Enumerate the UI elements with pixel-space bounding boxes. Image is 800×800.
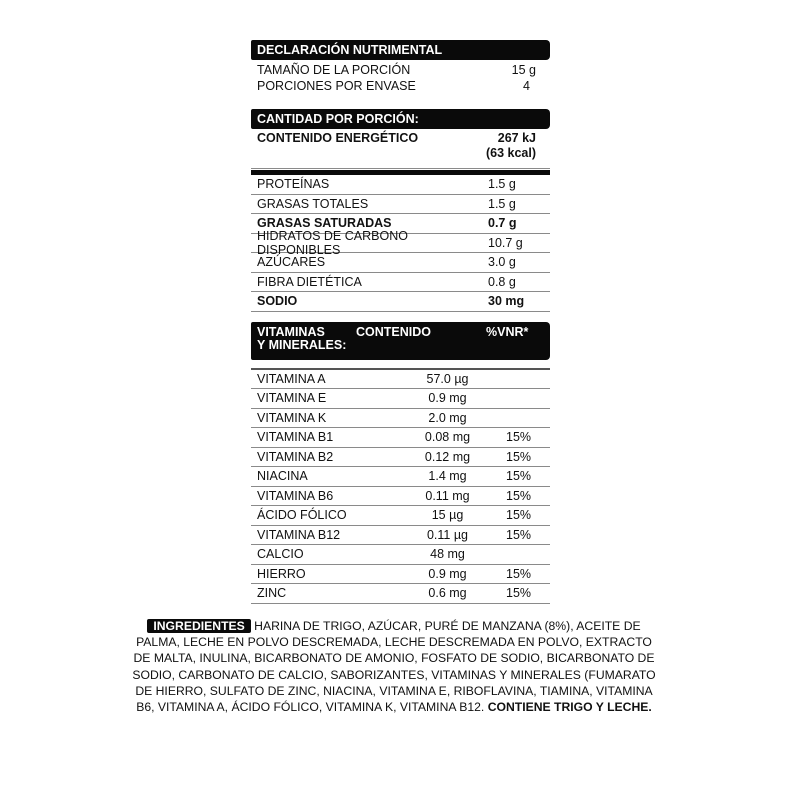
nutrient-list	[251, 175, 550, 312]
vitamins-title-line2: Y MINERALES:	[257, 337, 347, 352]
nutrient-value: 0.7 g	[488, 216, 517, 231]
serving-size-row	[251, 62, 550, 78]
nutrient-row	[251, 253, 550, 273]
portions-row	[251, 78, 550, 94]
vitamin-content: 1.4 mg	[428, 469, 467, 484]
vitamin-content: 0.11 mg	[425, 488, 470, 503]
ingredients-label: INGREDIENTES	[147, 619, 250, 633]
vitamin-row	[251, 467, 550, 487]
nutrition-declaration-header	[251, 40, 550, 60]
vitamin-list	[251, 370, 550, 604]
vitamin-row	[251, 565, 550, 585]
serving-size-value: 15 g	[511, 63, 536, 77]
nutrient-name: GRASAS SATURADAS	[257, 216, 392, 231]
nutrient-value: 3.0 g	[488, 255, 516, 270]
portions-label: PORCIONES POR ENVASE	[257, 79, 416, 93]
vitamin-content: 0.9 mg	[428, 391, 467, 406]
vitamin-row	[251, 584, 550, 604]
nutrient-name: AZÚCARES	[257, 255, 326, 270]
vitamin-content: 0.11 µg	[426, 527, 469, 542]
vitamin-vnr: 15%	[506, 430, 532, 445]
nutrient-value: 1.5 g	[488, 177, 516, 192]
vitamin-name: VITAMINA B2	[257, 449, 334, 464]
vitamin-content: 0.12 mg	[424, 449, 471, 464]
vitamin-row	[251, 526, 550, 546]
nutrition-declaration-title: DECLARACIÓN NUTRIMENTAL	[257, 43, 443, 57]
energy-row	[251, 129, 550, 169]
vitamins-title-line1: VITAMINAS	[257, 324, 325, 339]
vitamin-vnr: 15%	[506, 488, 532, 503]
vitamin-name: VITAMINA B1	[257, 430, 334, 445]
nutrient-value: 30 mg	[488, 294, 525, 309]
energy-kj: 267 kJ	[497, 131, 536, 145]
nutrient-name: PROTEÍNAS	[257, 177, 330, 192]
vitamins-header	[251, 322, 550, 360]
nutrient-value: 1.5 g	[488, 196, 516, 211]
nutrient-value: 10.7 g	[488, 235, 523, 250]
energy-label: CONTENIDO ENERGÉTICO	[257, 131, 419, 145]
ingredients-block	[128, 618, 660, 715]
vitamin-name: VITAMINA E	[257, 391, 327, 406]
vitamin-name: ZINC	[257, 586, 287, 601]
vitamin-content: 0.08 mg	[424, 430, 471, 445]
nutrient-name: GRASAS TOTALES	[257, 196, 369, 211]
ingredients-text: HARINA DE TRIGO, AZÚCAR, PURÉ DE MANZANA (8%), ACEITE DE PALMA, LECHE EN POLVO DESCREMADA, LECHE DESCREMADA EN POLVO, EXTRACTO DE MALTA, INULINA, BICARBONATO DE AMONIO, FOSFATO DE SODIO, BICARBONATO DE SODIO, CARBONATO DE CALCIO, SABORIZANTES, VITAMINAS Y MINERALES (FUMARATO DE HIERRO, SULFATO DE ZINC, NIACINA, VITAMINA E, RIBOFLAVINA, TIAMINA, VITAMINA B6, VITAMINA A, ÁCIDO FÓLICO, VITAMINA K, VITAMINA B12.	[132, 619, 656, 715]
vitamin-name: VITAMINA B12	[257, 527, 341, 542]
nutrient-row	[251, 228, 550, 257]
vitamin-name: CALCIO	[257, 547, 304, 562]
vitamin-name: VITAMINA K	[257, 410, 327, 425]
vitamin-vnr: 15%	[506, 449, 532, 464]
vitamin-name: VITAMINA A	[257, 371, 326, 386]
vitamin-name: HIERRO	[257, 566, 306, 581]
nutrient-value: 0.8 g	[488, 274, 516, 289]
vitamin-row	[251, 389, 550, 409]
nutrient-row	[251, 273, 550, 293]
nutrient-name: SODIO	[257, 294, 298, 309]
per-serving-header	[251, 109, 550, 129]
vitamin-content: 0.9 mg	[428, 566, 467, 581]
serving-size-label: TAMAÑO DE LA PORCIÓN	[257, 63, 411, 77]
nutrient-row	[251, 175, 550, 195]
vitamin-vnr: 15%	[506, 586, 532, 601]
nutrition-facts-panel	[251, 40, 550, 604]
vitamin-content: 2.0 mg	[428, 410, 467, 425]
vitamin-row	[251, 487, 550, 507]
per-serving-title: CANTIDAD POR PORCIÓN:	[257, 112, 419, 126]
vnr-column-header: %VNR*	[486, 324, 529, 339]
vitamin-content: 48 mg	[430, 547, 465, 562]
vitamin-name: ÁCIDO FÓLICO	[257, 508, 347, 523]
allergen-statement: CONTIENE TRIGO Y LECHE.	[487, 700, 652, 715]
vitamin-vnr: 15%	[506, 566, 532, 581]
vitamin-vnr: 15%	[506, 527, 532, 542]
nutrient-name: FIBRA DIETÉTICA	[257, 274, 362, 289]
vitamin-row	[251, 370, 550, 390]
vitamin-vnr: 15%	[506, 469, 532, 484]
vitamin-content: 57.0 µg	[426, 371, 469, 386]
vitamin-name: VITAMINA B6	[257, 488, 334, 503]
portions-value: 4	[523, 79, 530, 93]
vitamin-row	[251, 409, 550, 429]
content-column-header: CONTENIDO	[356, 324, 431, 339]
vitamin-name: NIACINA	[257, 469, 308, 484]
vitamin-row	[251, 506, 550, 526]
vitamin-content: 0.6 mg	[428, 586, 467, 601]
nutrient-row	[251, 195, 550, 215]
vitamin-row	[251, 545, 550, 565]
nutrient-name: HIDRATOS DE CARBONO DISPONIBLES	[257, 228, 408, 257]
energy-kcal: (63 kcal)	[485, 146, 536, 160]
vitamin-vnr: 15%	[506, 508, 532, 523]
vitamin-row	[251, 428, 550, 448]
nutrient-row	[251, 292, 550, 312]
vitamin-row	[251, 448, 550, 468]
vitamin-content: 15 µg	[431, 508, 464, 523]
